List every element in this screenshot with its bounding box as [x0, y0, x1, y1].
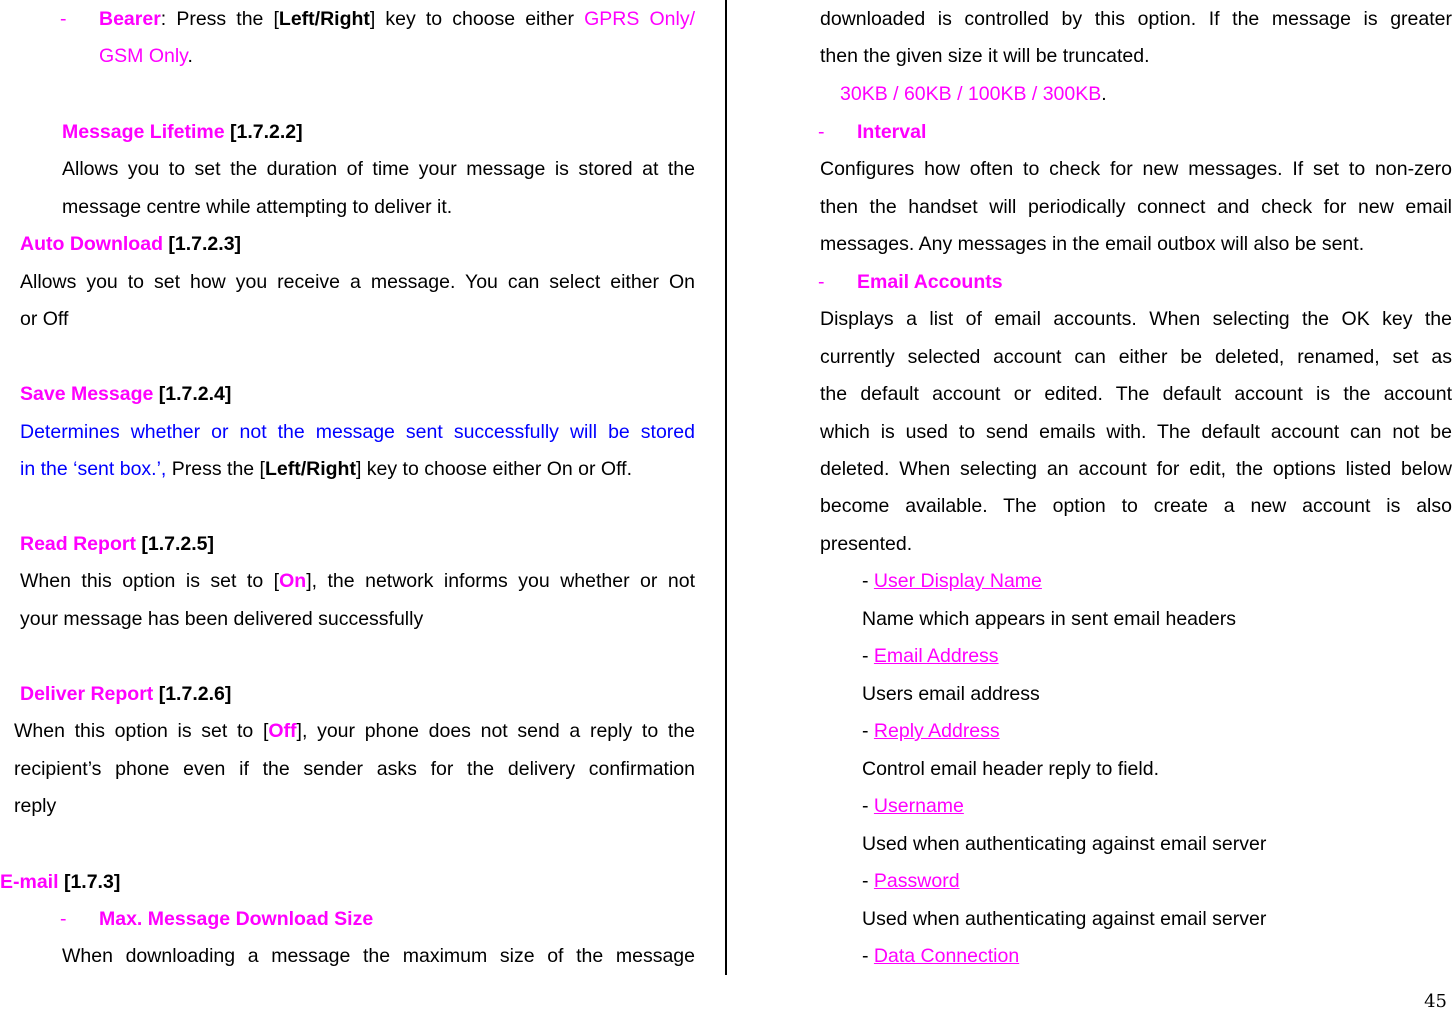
option-user-display-name-desc: Name which appears in sent email headers	[862, 608, 1236, 630]
email-accounts-text-7: presented.	[820, 533, 913, 555]
option-reply-address: - Reply Address	[862, 720, 1000, 742]
save-message-heading: Save Message [1.7.2.4]	[20, 383, 232, 405]
download-size-options: 30KB / 60KB / 100KB / 300KB.	[840, 83, 1107, 105]
bearer-line-2: GSM Only.	[99, 45, 193, 67]
interval-text-3: messages. Any messages in the email outbox will also be sent.	[820, 233, 1365, 255]
email-accounts-text-1: Displays a list of email accounts. When selecting the OK key the	[820, 308, 1452, 330]
deliver-report-text-3: reply	[14, 795, 57, 817]
message-lifetime-text-1: Allows you to set the duration of time your message is stored at the	[62, 158, 695, 180]
deliver-report-text-2: recipient’s phone even if the sender asks for the delivery confirmation	[14, 758, 695, 780]
email-heading: E-mail [1.7.3]	[0, 871, 121, 893]
interval-text-2: then the handset will periodically connect and check for new email	[820, 196, 1452, 218]
option-username: - Username	[862, 795, 964, 817]
message-lifetime-heading: Message Lifetime [1.7.2.2]	[62, 121, 303, 143]
column-divider	[725, 0, 727, 975]
option-data-connection: - Data Connection	[862, 945, 1020, 967]
read-report-heading: Read Report [1.7.2.5]	[20, 533, 214, 555]
email-accounts-text-3: the default account or edited. The default account is the account	[820, 383, 1452, 405]
max-size-text-1: When downloading a message the maximum size of the message	[62, 945, 695, 967]
option-email-address-desc: Users email address	[862, 683, 1040, 705]
email-accounts-dash: -	[818, 271, 825, 293]
auto-download-text-2: or Off	[20, 308, 69, 330]
read-report-text-1: When this option is set to [On], the network informs you whether or not	[20, 570, 695, 592]
option-password: - Password	[862, 870, 960, 892]
message-lifetime-text-2: message centre while attempting to deliver it.	[62, 196, 453, 218]
email-accounts-text-6: become available. The option to create a new account is also	[820, 495, 1452, 517]
download-size-text-2: then the given size it will be truncated.	[820, 45, 1150, 67]
save-message-text-1: Determines whether or not the message sent successfully will be stored	[20, 421, 695, 443]
download-size-text-1: downloaded is controlled by this option. If the message is greater	[820, 8, 1452, 30]
save-message-text-2: in the ‘sent box.’, Press the [Left/Right] key to choose either On or Off.	[20, 458, 632, 480]
bearer-text: Bearer: Press the [Left/Right] key to choose either GPRS Only/	[99, 8, 695, 30]
option-password-desc: Used when authenticating against email server	[862, 908, 1267, 930]
interval-text-1: Configures how often to check for new messages. If set to non-zero	[820, 158, 1452, 180]
interval-heading: Interval	[857, 121, 927, 143]
email-accounts-text-5: deleted. When selecting an account for edit, the options listed below	[820, 458, 1452, 480]
email-accounts-heading: Email Accounts	[857, 271, 1003, 293]
auto-download-heading: Auto Download [1.7.2.3]	[20, 233, 242, 255]
read-report-text-2: your message has been delivered successfully	[20, 608, 424, 630]
interval-dash: -	[818, 121, 825, 143]
max-size-heading: Max. Message Download Size	[99, 908, 374, 930]
deliver-report-text-1: When this option is set to [Off], your phone does not send a reply to the	[14, 720, 695, 742]
auto-download-text-1: Allows you to set how you receive a message. You can select either On	[20, 271, 695, 293]
email-accounts-text-4: which is used to send emails with. The default account can not be	[820, 421, 1452, 443]
option-reply-address-desc: Control email header reply to field.	[862, 758, 1159, 780]
max-size-dash: -	[60, 908, 67, 930]
option-username-desc: Used when authenticating against email server	[862, 833, 1267, 855]
bearer-line-1: -	[60, 8, 67, 30]
option-email-address: - Email Address	[862, 645, 999, 667]
option-user-display-name: - User Display Name	[862, 570, 1042, 592]
email-accounts-text-2: currently selected account can either be deleted, renamed, set as	[820, 346, 1452, 368]
page-number: 45	[1424, 991, 1447, 1012]
deliver-report-heading: Deliver Report [1.7.2.6]	[20, 683, 232, 705]
